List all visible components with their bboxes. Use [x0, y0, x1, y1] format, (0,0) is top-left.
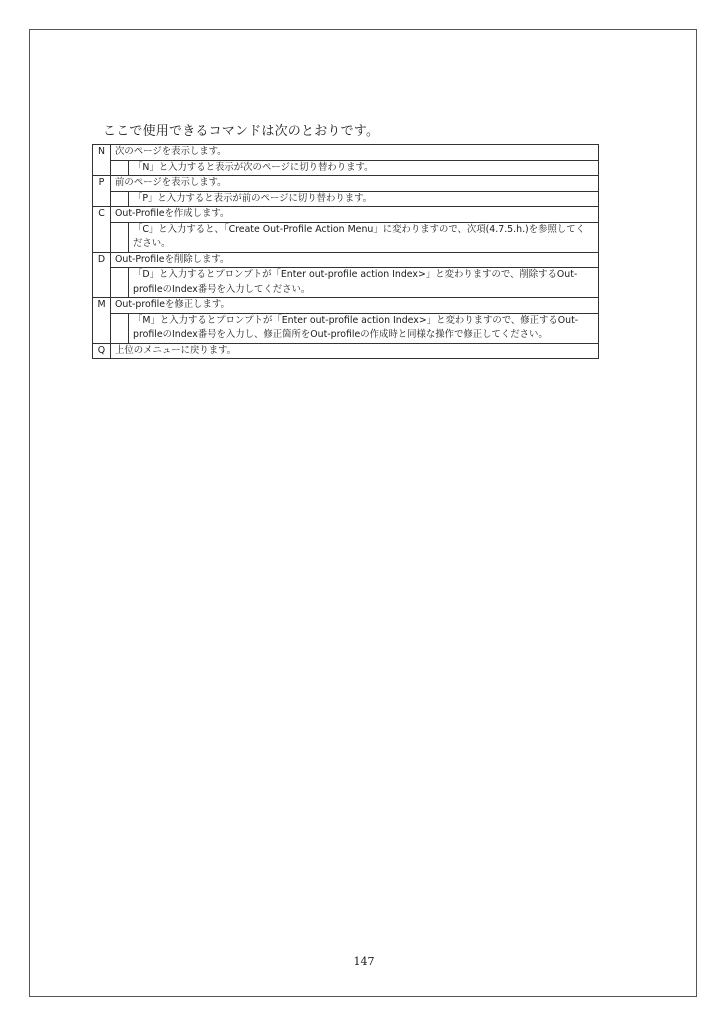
command-summary: Out-Profileを削除します。: [111, 252, 599, 268]
command-detail: 「D」と入力するとプロンプトが「Enter out-profile action Index>」と変わりますので、削除するOut-profileのIndex番号を入力してください。: [129, 268, 599, 298]
command-detail: 「M」と入力するとプロンプトが「Enter out-profile action Index>」と変わりますので、修正するOut-profileのIndex番号を入力し、修正箇所をOut-profileの作成時と同様な操作で修正してください。: [129, 313, 599, 343]
command-detail-row-c: [93, 222, 599, 252]
command-summary: 次のページを表示します。: [111, 145, 599, 161]
command-row-p: [93, 176, 599, 192]
command-key: D: [93, 252, 111, 268]
command-summary: 上位のメニューに戻ります。: [111, 343, 599, 359]
command-detail: 「C」と入力すると、「Create Out-Profile Action Menu」に変わりますので、次項(4.7.5.h.)を参照してください。: [129, 222, 599, 252]
command-key: N: [93, 145, 111, 161]
command-key: C: [93, 207, 111, 223]
command-row-q: [93, 343, 599, 359]
command-key-spacer: [93, 191, 111, 207]
detail-indent: [111, 191, 129, 207]
detail-indent: [111, 268, 129, 298]
page-number: 147: [353, 955, 375, 968]
command-row-d: [93, 252, 599, 268]
command-detail-row-m: [93, 313, 599, 343]
command-key: P: [93, 176, 111, 192]
command-key-spacer: [93, 222, 111, 252]
command-key: Q: [93, 343, 111, 359]
command-table: [92, 144, 599, 359]
command-key-spacer: [93, 313, 111, 343]
command-row-m: [93, 298, 599, 314]
detail-indent: [111, 222, 129, 252]
command-detail-row-n: [93, 160, 599, 176]
command-summary: 前のページを表示します。: [111, 176, 599, 192]
command-detail-row-d: [93, 268, 599, 298]
command-detail-row-p: [93, 191, 599, 207]
command-row-n: [93, 145, 599, 161]
detail-indent: [111, 160, 129, 176]
detail-indent: [111, 313, 129, 343]
command-detail: 「P」と入力すると表示が前のページに切り替わります。: [129, 191, 599, 207]
section-heading: ここで使用できるコマンドは次のとおりです。: [103, 124, 380, 139]
command-row-c: [93, 207, 599, 223]
command-summary: Out-profileを修正します。: [111, 298, 599, 314]
command-key-spacer: [93, 160, 111, 176]
command-summary: Out-Profileを作成します。: [111, 207, 599, 223]
command-detail: 「N」と入力すると表示が次のページに切り替わります。: [129, 160, 599, 176]
command-key-spacer: [93, 268, 111, 298]
command-key: M: [93, 298, 111, 314]
